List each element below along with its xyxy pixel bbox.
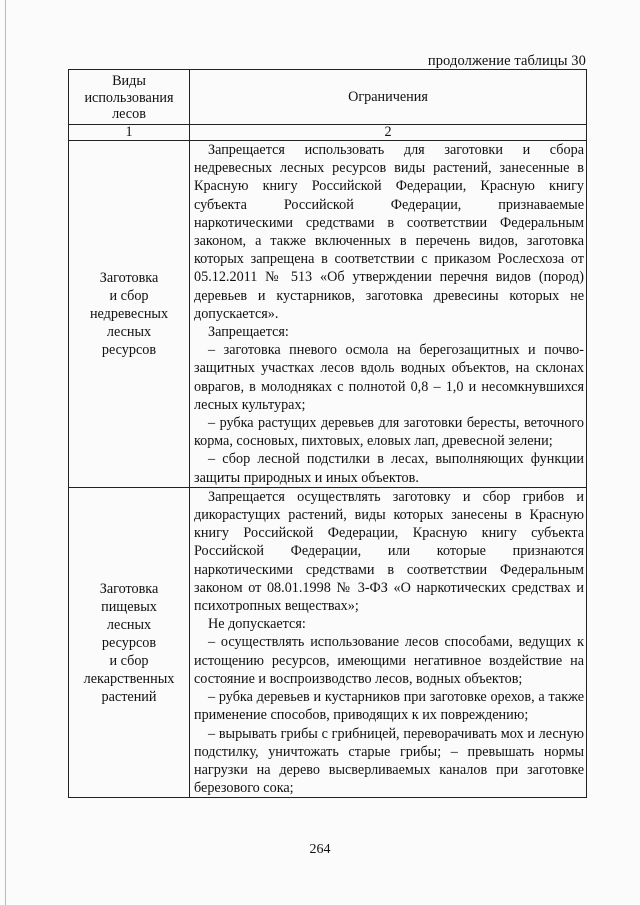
category-line: Заготовка (99, 269, 159, 286)
restriction-paragraph: Запрещается осуществлять заготовку и сбор грибов и дикорастущих растений, виды которых занесены в Красную книгу Российской Федерации, Красную книгу субъекта Российской Федерации, или которые признаются наркотическими средствами в соответствии Федеральным законом от 08.01.1998 № 3-ФЗ «О наркотических средствах и психотропных веществах»; (194, 488, 584, 615)
page-edge-line (5, 0, 6, 905)
table-header-row (69, 70, 587, 125)
table-row (69, 487, 587, 797)
category-line: Заготовка (99, 580, 159, 597)
column-number-1: 1 (69, 125, 190, 141)
column-header-restrictions: Ограничения (190, 70, 587, 125)
table-continuation-label: продолжение таблицы 30 (427, 53, 586, 69)
category-line: ресурсов (101, 634, 157, 651)
category-line: и сбор (109, 652, 149, 669)
category-line: лесных (106, 323, 152, 340)
category-line: лесных (106, 616, 152, 633)
column-number-2: 2 (190, 125, 587, 141)
page-number: 264 (309, 842, 331, 857)
restriction-paragraph: – сбор лесной подстилки в лесах, выполняющих функции защиты природных и иных объектов. (194, 451, 584, 486)
category-cell (69, 141, 190, 488)
header-line: Виды (112, 73, 146, 90)
restriction-paragraph: – заготовка пневого осмола на берегозащитных и почво-защитных участках лесов вдоль водных объектов, на склонах оврагов, в молодняках с полнотой 0,8 – 1,0 и несомкнувшихся лесных культурах; (194, 342, 584, 413)
table-row (69, 141, 587, 488)
restriction-paragraph: Запрещается использовать для заготовки и сбора недревесных лесных ресурсов виды растений, занесенные в Красную книгу Российской Федерации, Красную книгу субъекта Российской Федерации, признаваемые наркотическими средствами в соответствии Федеральным законом, а также включенных в перечень видов, заготовка которых запрещена в соответствии с приказом Рослесхоза от 05.12.2011 № 513 «Об утверждении перечня видов (пород) деревьев и кустарников, заготовка древесины которых не допускается». (194, 142, 584, 322)
restriction-paragraph: Запрещается: (208, 324, 289, 341)
category-line: недревесных (89, 305, 169, 322)
category-line: лекарственных (83, 670, 175, 687)
restriction-paragraph: – вырывать грибы с грибницей, переворачивать мох и лесную подстилку, уничтожать старые грибы; – превышать нормы нагрузки на дерево высверливаемых каналов при заготовке березового сока; (194, 725, 584, 797)
category-cell (69, 487, 190, 797)
category-line: ресурсов (101, 341, 157, 358)
restrictions-table (68, 69, 587, 798)
category-line: растений (101, 688, 157, 705)
category-line: и сбор (109, 287, 149, 304)
restriction-paragraph: – рубка деревьев и кустарников при заготовке орехов, а также применение способов, приводящих к их повреждению; (194, 689, 584, 724)
restriction-paragraph: – осуществлять использование лесов способами, ведущих к истощению ресурсов, имеющими негативное воздействие на состояние и воспроизводство лесов, водных объектов; (194, 634, 584, 687)
header-line: лесов (112, 106, 146, 123)
restrictions-cell (190, 487, 587, 797)
category-line: пищевых (101, 598, 157, 615)
restriction-paragraph: – рубка растущих деревьев для заготовки бересты, веточного корма, сосновых, пихтовых, еловых лап, древесной зелени; (194, 415, 584, 450)
restriction-paragraph: Не допускается: (208, 616, 306, 633)
header-line: использования (84, 89, 174, 106)
restrictions-cell (190, 141, 587, 488)
column-header-forest-use (69, 70, 190, 125)
column-number-row (69, 125, 587, 141)
